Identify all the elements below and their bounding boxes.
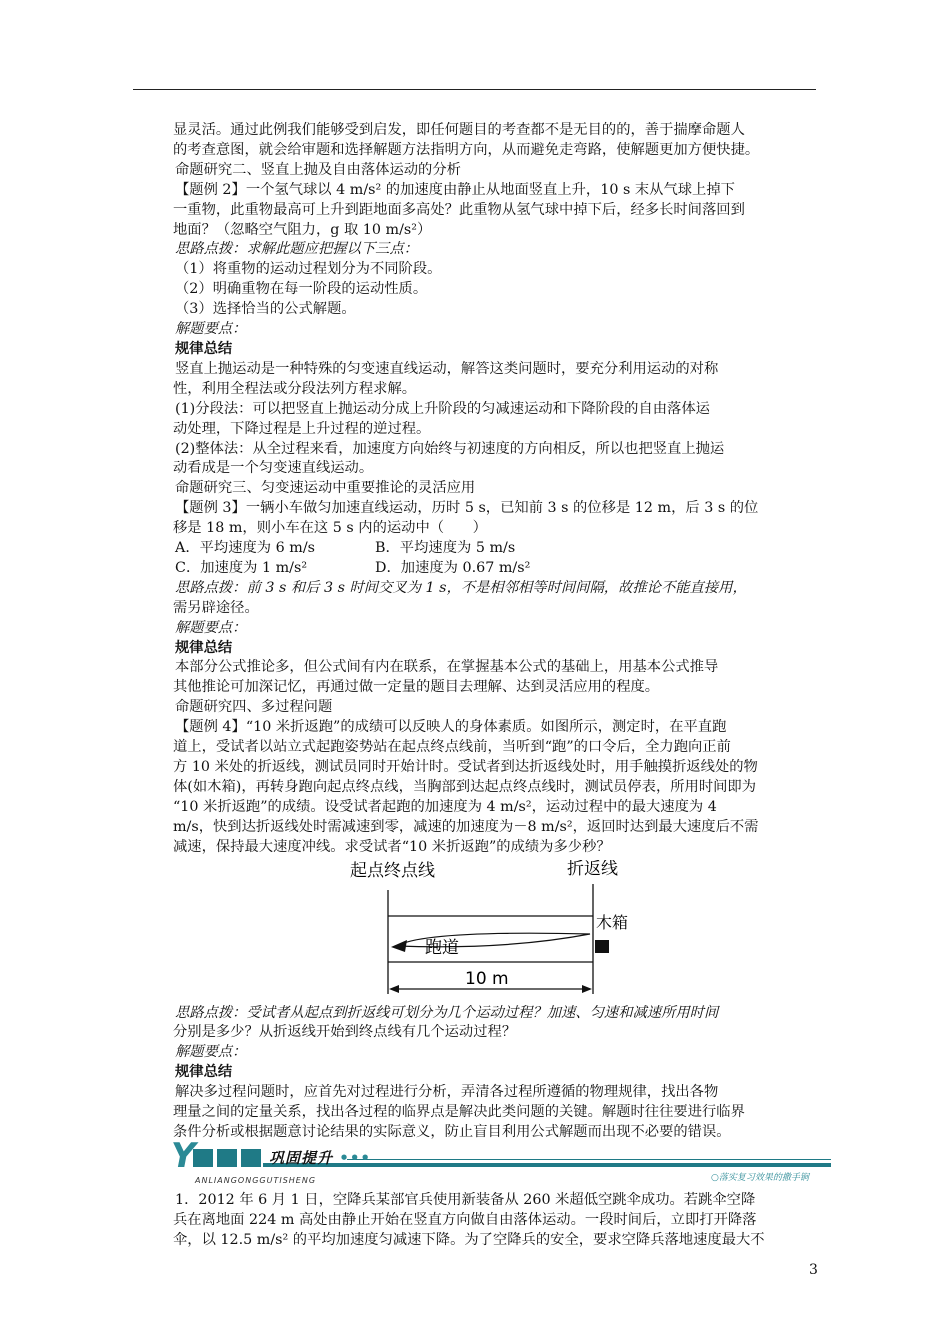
hint-item: （1）将重物的运动过程划分为不同阶段。 <box>175 261 442 278</box>
hint-item: （2）明确重物在每一阶段的运动性质。 <box>175 281 428 298</box>
rule-summary-heading: 规律总结 <box>175 1064 233 1081</box>
track-label: 跑道 <box>425 937 459 958</box>
banner-blocks <box>193 1149 263 1167</box>
example-4-line: m/s，快到达折返线处时需减速到零，减速的加速度为－8 m/s²，返回时达到最大速度后不需 <box>173 818 759 835</box>
example-2-line: 【题例 2】一个氢气球以 4 m/s² 的加速度由静止从地面竖直上升，10 s 末从气球上掉下 <box>175 181 735 198</box>
text-line: 显灵活。通过此例我们能够受到启发，即任何题目的考查都不是无目的的，善于揣摩命题人 <box>173 122 745 138</box>
banner-motto: ○落实复习效果的撒手锏 <box>711 1172 809 1183</box>
text-line: 的考查意图，就会给审题和选择解题方法指明方向，从而避免走弯路，使解题更加方便快捷。 <box>173 141 760 158</box>
hint-text: 分别是多少？从折返线开始到终点线有几个运动过程？ <box>173 1024 517 1041</box>
rule-text: 本部分公式推论多，但公式间有内在联系，在掌握基本公式的基础上，用基本公式推导 <box>175 659 719 676</box>
hint-text: 思路点拨：受试者从起点到折返线可划分为几个运动过程？加速、匀速和减速所用时间 <box>175 1004 719 1021</box>
hint-text: 需另辟途径。 <box>173 599 259 616</box>
rule-text: 条件分析或根据题意讨论结果的实际意义，防止盲目利用公式解题而出现不必要的错误。 <box>173 1123 731 1140</box>
example-3-line: 【题例 3】一辆小车做匀加速直线运动，历时 5 s，已知前 3 s 的位移是 12 m，后 3 s 的位 <box>175 500 759 517</box>
rule-text: 理量之间的定量关系，找出各过程的临界点是解决此类问题的关键。解题时往往要进行临界 <box>173 1104 745 1121</box>
box-label: 木箱 <box>596 912 629 932</box>
option-d: D．加速度为 0.67 m/s² <box>375 559 531 576</box>
distance-label: 10 m <box>465 968 509 989</box>
rule-text: 性，利用全程法或分段法列方程求解。 <box>173 380 417 397</box>
start-finish-line-label: 起点终点线 <box>350 860 435 881</box>
banner-title <box>269 1149 371 1169</box>
example-4-line: 体(如木箱)，再转身跑向起点终点线，当胸部到达起点终点线时，测试员停表，所用时间即为 <box>173 778 757 795</box>
banner-title-text: 巩固提升 <box>269 1148 334 1167</box>
rule-summary-heading: 规律总结 <box>175 340 233 357</box>
question-1-line: 1．2012 年 6 月 1 日，空降兵某部官兵使用新装备从 260 米超低空跳伞成功。若跳伞空降 <box>175 1191 756 1208</box>
question-1-line: 伞，以 12.5 m/s² 的平均加速度匀减速下降。为了空降兵的安全，要求空降兵落地速度最大不 <box>173 1231 765 1248</box>
example-2-line: 地面？（忽略空气阻力，g 取 10 m/s²） <box>173 221 432 238</box>
question-1-line: 兵在离地面 224 m 高处由静止开始在竖直方向做自由落体运动。一段时间后，立即打开降落 <box>173 1211 757 1228</box>
dimension-arrow-right <box>582 985 592 993</box>
rule-text: (2)整体法：从全过程来看，加速度方向始终与初速度的方向相反，所以也把竖直上抛运 <box>175 440 725 457</box>
hint-text: 思路点拨：前 3 s 和后 3 s 时间交叉为 1 s，不是相邻相等时间间隔，故推论不能直接用， <box>175 579 747 596</box>
banner-letter: Y <box>171 1135 196 1176</box>
example-4-line: “10 米折返跑”的成绩。设受试者起跑的加速度为 4 m/s²，运动过程中的最大速度为 4 <box>173 798 717 815</box>
option-c: C．加速度为 1 m/s² <box>175 559 308 576</box>
option-a: A．平均速度为 6 m/s <box>175 540 316 557</box>
example-2-line: 一重物，此重物最高可上升到距地面多高处？此重物从氢气球中掉下后，经多长时间落回到 <box>173 201 745 218</box>
rule-text: 动处理，下降过程是上升过程的逆过程。 <box>173 420 431 437</box>
consolidation-banner <box>171 1135 815 1185</box>
banner-thin-bar <box>347 1159 831 1160</box>
shuttle-run-diagram <box>175 860 815 1000</box>
key-points-label: 解题要点： <box>175 321 247 338</box>
example-4-line: 方 10 米处的折返线，测试员同时开始计时。受试者到达折返线处时，用手触摸折返线处的物 <box>173 759 758 775</box>
turn-line-label: 折返线 <box>567 859 618 879</box>
banner-dots: ••• <box>339 1148 372 1167</box>
options-row <box>175 559 815 579</box>
section-heading: 命题研究四、多过程问题 <box>175 699 333 716</box>
hint-item: （3）选择恰当的公式解题。 <box>175 301 356 318</box>
dimension-arrow-left <box>389 985 399 993</box>
section-heading: 命题研究三、匀变速运动中重要推论的灵活应用 <box>175 480 476 497</box>
options-row <box>175 539 815 559</box>
rule-text: 解决多过程问题时，应首先对过程进行分析，弄清各过程所遵循的物理规律，找出各物 <box>175 1084 719 1101</box>
example-3-line: 移是 18 m，则小车在这 5 s 内的运动中（ ） <box>173 520 487 537</box>
option-b: B．平均速度为 5 m/s <box>375 540 516 557</box>
arrowhead <box>391 940 407 952</box>
rule-summary-heading: 规律总结 <box>175 639 233 656</box>
wooden-box <box>595 940 609 953</box>
header-rule <box>133 89 816 90</box>
banner-pinyin: ANLIANGONGGUTISHENG <box>195 1175 317 1185</box>
rule-text: 竖直上抛运动是一种特殊的匀变速直线运动，解答这类问题时，要充分利用运动的对称 <box>175 360 719 377</box>
section-heading: 命题研究二、竖直上抛及自由落体运动的分析 <box>175 161 461 178</box>
key-points-label: 解题要点： <box>175 619 247 636</box>
page-number: 3 <box>809 1262 818 1278</box>
example-4-line: 道上，受试者以站立式起跑姿势站在起点终点线前，当听到“跑”的口令后，全力跑向正前 <box>173 739 731 756</box>
rule-text: 其他推论可加深记忆，再通过做一定量的题目去理解、达到灵活应用的程度。 <box>173 679 660 696</box>
hint-label: 思路点拨：求解此题应把握以下三点： <box>175 241 419 258</box>
page-body <box>171 121 815 1251</box>
key-points-label: 解题要点： <box>175 1044 247 1061</box>
rule-text: (1)分段法：可以把竖直上抛运动分成上升阶段的匀减速运动和下降阶段的自由落体运 <box>175 400 710 417</box>
example-4-line: 【题例 4】“10 米折返跑”的成绩可以反映人的身体素质。如图所示，测定时，在平直跑 <box>175 719 727 736</box>
example-4-line: 减速，保持最大速度冲线。求受试者“10 米折返跑”的成绩为多少秒？ <box>173 838 611 855</box>
rule-text: 动看成是一个匀变速直线运动。 <box>173 460 374 477</box>
